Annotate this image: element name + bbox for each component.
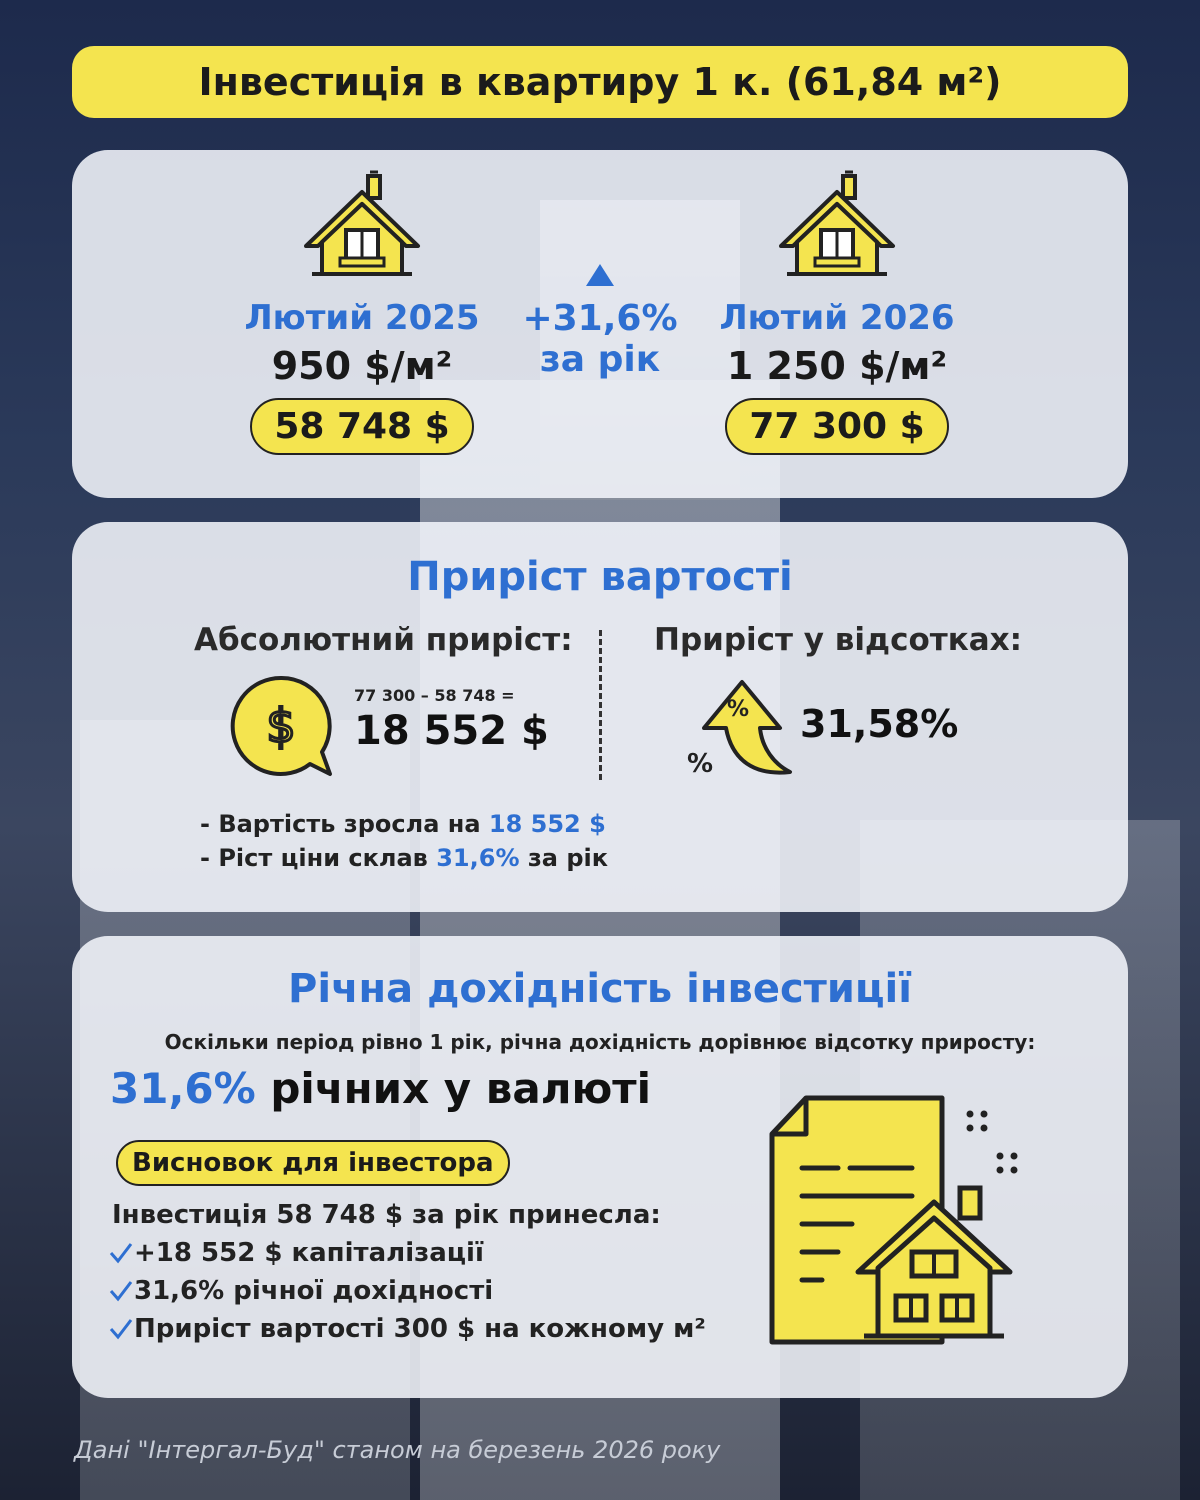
growth-note-2-highlight: 31,6% [436, 844, 520, 872]
change-period: за рік [539, 339, 661, 380]
dollar-speech-bubble-icon [226, 672, 336, 782]
conclusion-label: Висновок для інвестора [132, 1148, 494, 1178]
annual-big-line [110, 1064, 651, 1113]
comparison-left [212, 170, 512, 455]
checkmark-icon [108, 1317, 134, 1341]
annual-explanation: Оскільки період рівно 1 рік, річна дохідність дорівнює відсотку приросту: [164, 1030, 1036, 1054]
svg-text:$: $ [266, 699, 296, 753]
annual-item-1-text: +18 552 $ капіталізації [134, 1238, 484, 1268]
right-total-pill [725, 398, 948, 455]
title-banner [72, 46, 1128, 118]
growth-note-1 [200, 810, 606, 838]
change-value: +31,6% [522, 298, 678, 339]
annual-big-percent: 31,6% [110, 1064, 256, 1113]
growth-note-1-highlight: 18 552 $ [488, 810, 606, 838]
column-divider [599, 630, 602, 780]
growth-note-2 [200, 844, 608, 872]
growth-note-2-prefix: - Ріст ціни склав [200, 844, 437, 872]
left-total-pill [250, 398, 473, 455]
annual-item-3-text: Приріст вартості 300 $ на кожному м² [134, 1314, 706, 1344]
left-price-per-m2: 950 $/м² [271, 344, 453, 388]
annual-item-2-text: 31,6% річної дохідності [134, 1276, 494, 1306]
up-triangle-icon [584, 262, 616, 288]
right-period: Лютий 2026 [719, 298, 955, 338]
comparison-panel [72, 150, 1128, 498]
annual-heading: Річна дохідність інвестиції [288, 966, 912, 1012]
percent-growth-label: Приріст у відсотках: [654, 622, 1023, 658]
svg-text:%: % [686, 749, 714, 779]
percent-arrow-icon [684, 668, 804, 780]
left-period: Лютий 2025 [244, 298, 480, 338]
growth-formula: 77 300 – 58 748 = [354, 686, 515, 705]
growth-note-2-suffix: за рік [519, 844, 609, 872]
document-house-icon [764, 1092, 1034, 1382]
annual-item-3 [108, 1314, 706, 1344]
conclusion-pill [116, 1140, 510, 1186]
left-total: 58 748 $ [274, 406, 450, 447]
comparison-right [687, 170, 987, 455]
checkmark-icon [108, 1279, 134, 1303]
comparison-change [500, 262, 700, 380]
page-title: Інвестиція в квартиру 1 к. (61,84 м²) [198, 60, 1002, 104]
right-price-per-m2: 1 250 $/м² [726, 344, 948, 388]
growth-note-1-prefix: - Вартість зросла на [200, 810, 489, 838]
annual-yield-panel [72, 936, 1128, 1398]
growth-panel [72, 522, 1128, 912]
annual-big-text: річних у валюті [255, 1064, 652, 1113]
growth-heading: Приріст вартості [407, 554, 793, 600]
percent-growth-value: 31,58% [800, 702, 959, 746]
absolute-growth-label: Абсолютний приріст: [194, 622, 573, 658]
house-icon [300, 170, 424, 280]
svg-text:%: % [726, 697, 750, 722]
annual-item-1 [108, 1238, 484, 1268]
source-footer: Дані "Інтергал-Буд" станом на березень 2026 року [74, 1436, 721, 1464]
right-total: 77 300 $ [749, 406, 925, 447]
annual-item-2 [108, 1276, 493, 1306]
annual-intro: Інвестиція 58 748 $ за рік принесла: [112, 1200, 661, 1230]
absolute-growth-value: 18 552 $ [354, 708, 549, 754]
house-icon [775, 170, 899, 280]
checkmark-icon [108, 1241, 134, 1265]
